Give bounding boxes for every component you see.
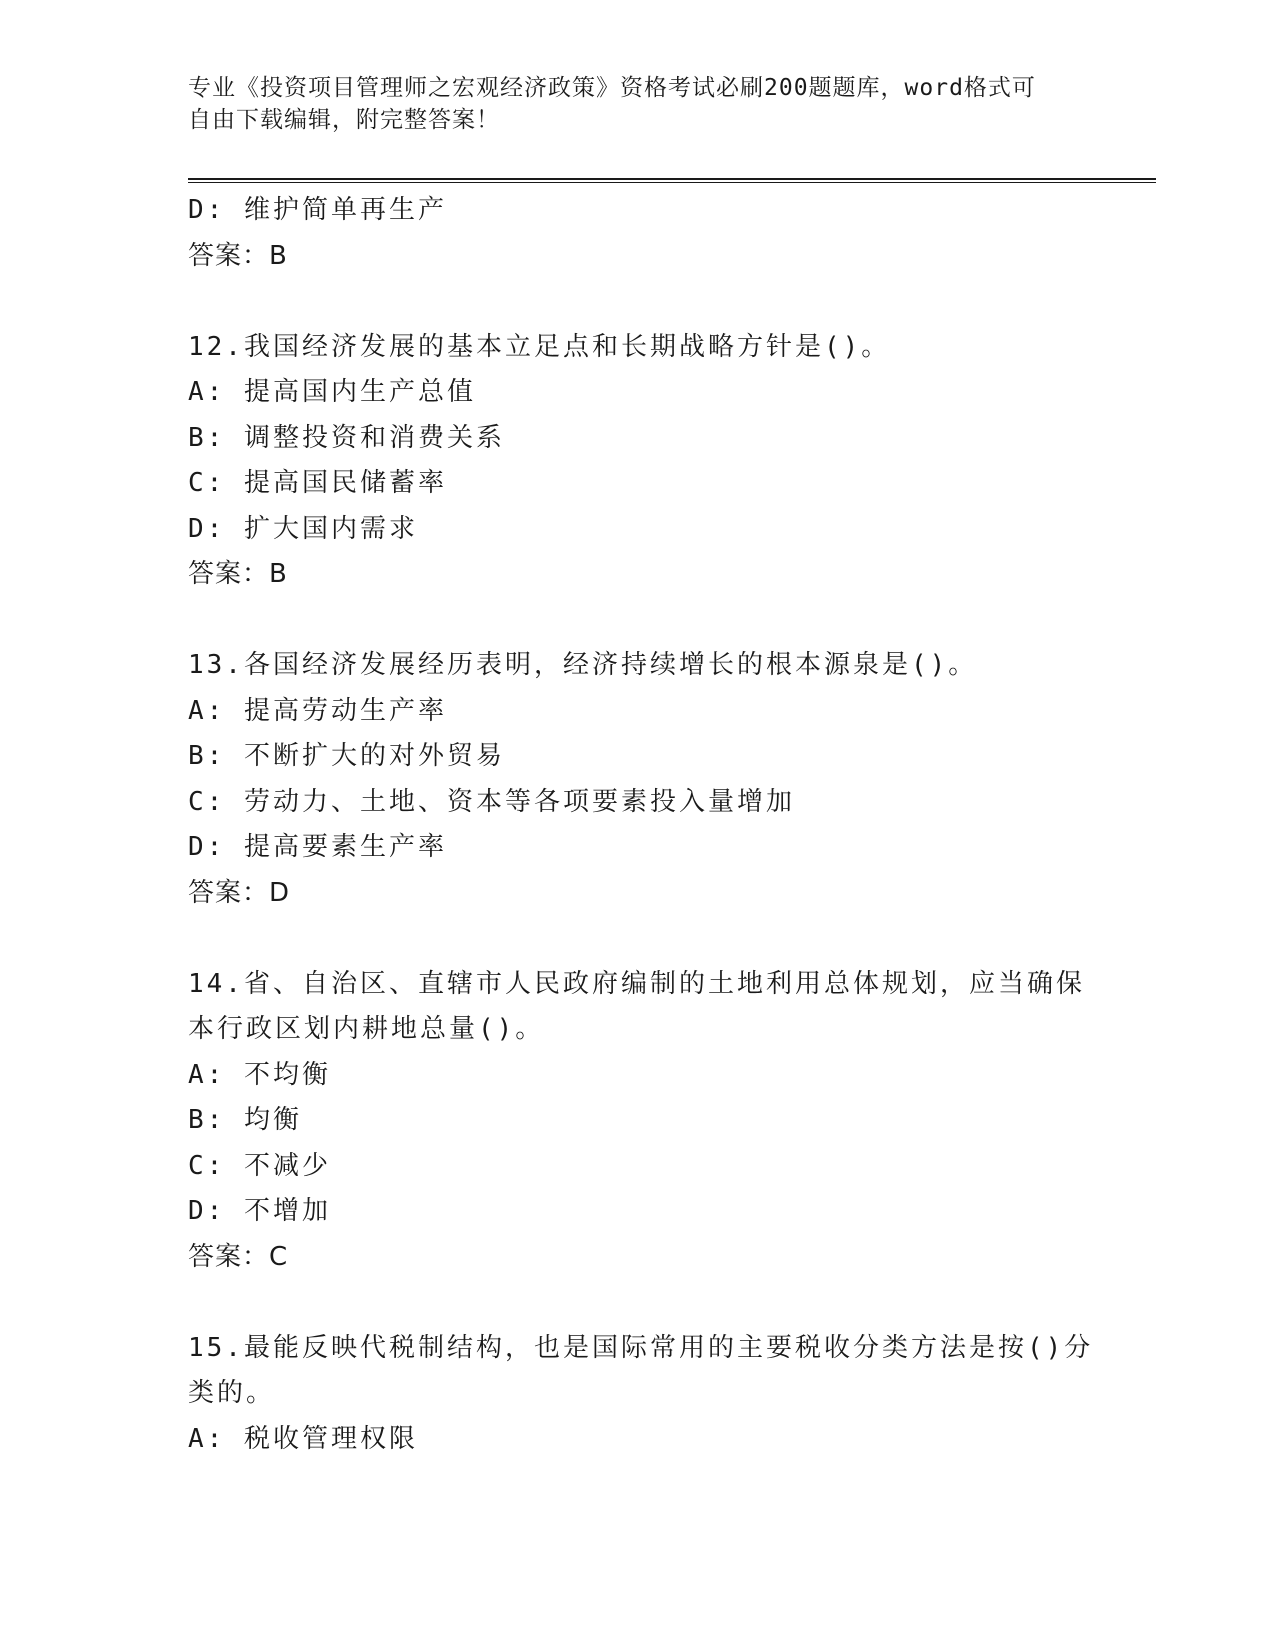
question-13 xyxy=(188,643,1088,916)
header-line-1: 专业《投资项目管理师之宏观经济政策》资格考试必刷200题题库，word格式可 xyxy=(188,75,1036,101)
option-b: B: 均衡 xyxy=(188,1105,302,1135)
question-14 xyxy=(188,962,1088,1281)
question-list xyxy=(188,188,1094,1462)
spacer xyxy=(188,598,1088,644)
answer-line: 答案：C xyxy=(188,1241,289,1272)
option-c: C: 提高国民储蓄率 xyxy=(188,468,447,498)
question-stem-line-2: 本行政区划内耕地总量()。 xyxy=(188,1014,545,1044)
option-a: A: 提高劳动生产率 xyxy=(188,695,447,726)
option-d: D: 扩大国内需求 xyxy=(188,513,418,544)
header-divider xyxy=(188,178,1156,183)
option-a: A: 提高国内生产总值 xyxy=(188,377,476,407)
option-d: D: 不增加 xyxy=(188,1196,331,1226)
question-stem-line-1: 14.省、自治区、直辖市人民政府编制的土地利用总体规划，应当确保 xyxy=(188,968,1085,999)
question-12 xyxy=(188,325,1088,598)
answer-line: 答案：B xyxy=(188,240,288,271)
answer-line: 答案：B xyxy=(188,559,288,589)
option-c: C: 不减少 xyxy=(188,1150,331,1181)
question-stem: 12.我国经济发展的基本立足点和长期战略方针是()。 xyxy=(188,331,891,362)
option-a: A: 不均衡 xyxy=(188,1059,331,1090)
option-a: A: 税收管理权限 xyxy=(188,1423,418,1454)
question-15 xyxy=(188,1326,1094,1463)
answer-line: 答案：D xyxy=(188,877,291,908)
header-line-2: 自由下载编辑，附完整答案！ xyxy=(188,107,500,133)
spacer xyxy=(188,1280,1088,1326)
spacer xyxy=(188,279,1088,325)
document-header xyxy=(188,72,1068,136)
spacer xyxy=(188,916,1088,962)
question-stem: 13.各国经济发展经历表明，经济持续增长的根本源泉是()。 xyxy=(188,650,978,680)
question-stem-line-2: 类的。 xyxy=(188,1378,276,1408)
question-stem-line-1: 15.最能反映代税制结构，也是国际常用的主要税收分类方法是按()分 xyxy=(188,1332,1094,1363)
option-b: B: 调整投资和消费关系 xyxy=(188,422,505,453)
option-c: C: 劳动力、土地、资本等各项要素投入量增加 xyxy=(188,786,795,817)
option-d: D: 维护简单再生产 xyxy=(188,195,447,225)
option-d: D: 提高要素生产率 xyxy=(188,832,447,862)
option-b: B: 不断扩大的对外贸易 xyxy=(188,741,505,771)
